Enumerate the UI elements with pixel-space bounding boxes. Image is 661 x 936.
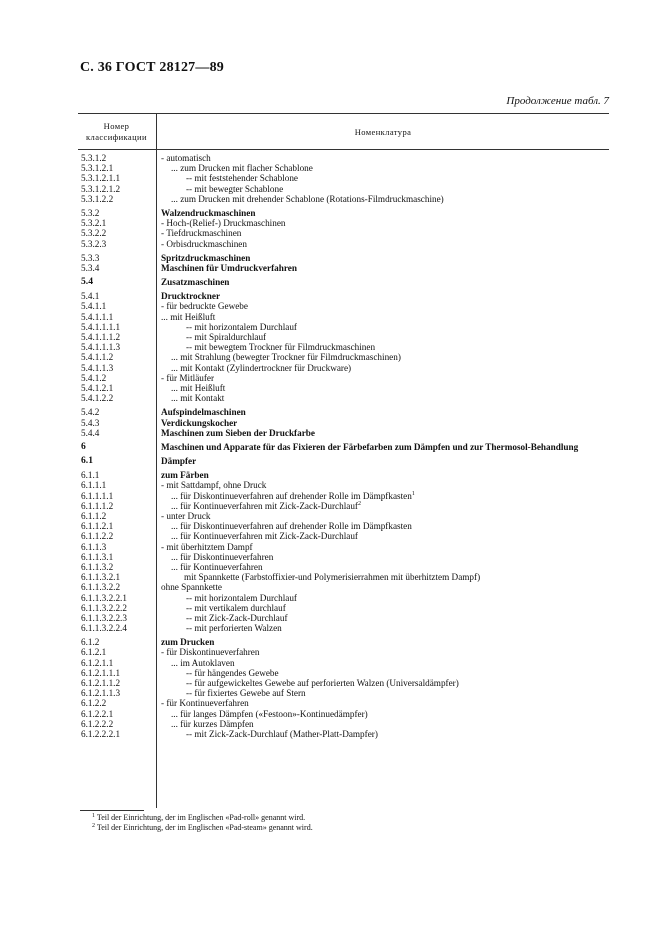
classification-code: 5.4.4 bbox=[81, 427, 100, 438]
nomenclature-text bbox=[161, 301, 609, 311]
table-header bbox=[78, 113, 609, 150]
classification-code: 5.4.2 bbox=[81, 407, 100, 418]
table-row bbox=[78, 322, 609, 332]
nomenclature-text bbox=[161, 562, 609, 572]
nomenclature-text bbox=[161, 239, 609, 249]
nomenclature-label: Maschinen zum Sieben der Druckfarbe bbox=[161, 427, 315, 438]
nomenclature-text bbox=[161, 637, 609, 647]
nomenclature-label: -- mit feststehender Schablone bbox=[186, 173, 298, 184]
table-group bbox=[78, 253, 609, 273]
table-row bbox=[78, 729, 609, 739]
classification-code: 6.1.1.1 bbox=[81, 480, 107, 491]
table-row bbox=[78, 239, 609, 249]
nomenclature-text bbox=[161, 253, 609, 263]
nomenclature-text bbox=[161, 668, 609, 678]
nomenclature-text bbox=[161, 184, 609, 194]
nomenclature-text bbox=[161, 173, 609, 183]
classification-code: 5.4.1.2.2 bbox=[81, 393, 114, 404]
classification-code: 5.4.1.1.1.1 bbox=[81, 321, 121, 332]
nomenclature-label: mit Spannkette (Farbstoffixier-und Polymerisierrahmen mit überhitztem Dampf) bbox=[184, 572, 481, 583]
classification-code: 6.1.1 bbox=[81, 470, 100, 481]
nomenclature-label: - mit überhitztem Dampf bbox=[161, 541, 253, 552]
table-row bbox=[78, 277, 609, 287]
nomenclature-text bbox=[161, 698, 609, 708]
nomenclature-text bbox=[161, 729, 609, 739]
table-row bbox=[78, 342, 609, 352]
classification-code: 6.1.2.2.2.1 bbox=[81, 728, 121, 739]
classification-code: 6.1.2.1.1.1 bbox=[81, 667, 121, 678]
nomenclature-label: ... für Kontinueverfahren mit Zick-Zack-Durchlauf bbox=[171, 500, 358, 511]
nomenclature-text bbox=[161, 647, 609, 657]
nomenclature-text bbox=[161, 552, 609, 562]
nomenclature-text bbox=[161, 572, 609, 582]
classification-code: 6.1 bbox=[81, 455, 93, 467]
nomenclature-text bbox=[161, 531, 609, 541]
nomenclature-text bbox=[161, 491, 609, 501]
nomenclature-text bbox=[161, 719, 609, 729]
nomenclature-text bbox=[161, 470, 609, 480]
table-row bbox=[78, 418, 609, 428]
nomenclature-label: - mit Sattdampf, ohne Druck bbox=[161, 480, 267, 491]
classification-code: 6.1.2.1.1 bbox=[81, 657, 114, 668]
nomenclature-text bbox=[161, 501, 609, 511]
nomenclature-text bbox=[161, 688, 609, 698]
nomenclature-text bbox=[161, 312, 609, 322]
table-row bbox=[78, 332, 609, 342]
table-row bbox=[78, 470, 609, 480]
classification-table bbox=[78, 113, 609, 743]
nomenclature-label: ... für langes Dämpfen («Festoon»-Kontinuedämpfer) bbox=[171, 708, 368, 719]
nomenclature-text bbox=[161, 582, 609, 592]
nomenclature-label: zum Färben bbox=[161, 470, 209, 481]
nomenclature-label: -- für hängendes Gewebe bbox=[186, 667, 279, 678]
classification-code: 5.3.1.2.1 bbox=[81, 163, 114, 174]
table-row bbox=[78, 393, 609, 403]
table-row bbox=[78, 668, 609, 678]
nomenclature-label: Spritzdruckmaschinen bbox=[161, 252, 251, 263]
nomenclature-text bbox=[161, 322, 609, 332]
classification-code: 5.4.1.2.1 bbox=[81, 382, 114, 393]
footnote-divider bbox=[80, 810, 144, 811]
classification-code: 5.4.1.1.2 bbox=[81, 352, 114, 363]
column-header-code bbox=[78, 114, 155, 149]
table-group bbox=[78, 456, 609, 466]
classification-code: 6.1.1.1.1 bbox=[81, 490, 114, 501]
nomenclature-text bbox=[161, 456, 609, 466]
nomenclature-label: Verdickungskocher bbox=[161, 417, 238, 428]
nomenclature-text bbox=[161, 428, 609, 438]
nomenclature-text bbox=[161, 623, 609, 633]
table-row bbox=[78, 719, 609, 729]
classification-code: 5.4.1.1.1.3 bbox=[81, 342, 121, 353]
nomenclature-label: -- mit Zick-Zack-Durchlauf (Mather-Platt-Dampfer) bbox=[186, 728, 378, 739]
table-group bbox=[78, 637, 609, 739]
nomenclature-label: Zusatzmaschinen bbox=[161, 277, 230, 288]
classification-code: 6.1.2.2 bbox=[81, 698, 107, 709]
table-row bbox=[78, 521, 609, 531]
nomenclature-text bbox=[161, 393, 609, 403]
nomenclature-text bbox=[161, 342, 609, 352]
table-continuation-label: Продолжение табл. 7 bbox=[506, 95, 609, 107]
nomenclature-label: Dämpfer bbox=[161, 456, 197, 467]
classification-code: 5.3.3 bbox=[81, 252, 100, 263]
nomenclature-label: Drucktrockner bbox=[161, 291, 221, 302]
footnote-reference: 2 bbox=[358, 500, 361, 507]
classification-code: 6.1.2.2.1 bbox=[81, 708, 114, 719]
classification-code: 6.1.1.2.2 bbox=[81, 531, 114, 542]
table-group bbox=[78, 407, 609, 438]
table-group bbox=[78, 277, 609, 287]
table-row bbox=[78, 153, 609, 163]
table-row bbox=[78, 582, 609, 592]
nomenclature-text bbox=[161, 542, 609, 552]
table-row bbox=[78, 511, 609, 521]
table-row bbox=[78, 603, 609, 613]
table-row bbox=[78, 542, 609, 552]
nomenclature-label: -- mit Zick-Zack-Durchlauf bbox=[186, 612, 288, 623]
table-row bbox=[78, 263, 609, 273]
nomenclature-label: Aufspindelmaschinen bbox=[161, 407, 246, 418]
classification-code: 6.1.1.3.2.2.4 bbox=[81, 623, 127, 634]
column-header-name: Номенклатура bbox=[354, 126, 412, 137]
nomenclature-label: Maschinen und Apparate für das Fixieren der Färbefarben zum Dämpfen und zur Thermosol-Behandlung bbox=[161, 441, 579, 452]
table-row bbox=[78, 491, 609, 501]
classification-code: 6.1.1.3.2 bbox=[81, 561, 114, 572]
table-row bbox=[78, 228, 609, 238]
nomenclature-label: -- mit bewegtem Trockner für Filmdruckmaschinen bbox=[186, 342, 376, 353]
nomenclature-text bbox=[161, 153, 609, 163]
footnotes bbox=[92, 813, 313, 833]
table-row bbox=[78, 593, 609, 603]
classification-code: 5.4.3 bbox=[81, 417, 100, 428]
table-row bbox=[78, 678, 609, 688]
classification-code: 5.4.1.1.3 bbox=[81, 362, 114, 373]
table-row bbox=[78, 312, 609, 322]
table-row bbox=[78, 291, 609, 301]
nomenclature-text bbox=[161, 418, 609, 428]
footnote-text: Teil der Einrichtung, der im Englischen «Pad-steam» genannt wird. bbox=[96, 823, 313, 832]
classification-code: 6.1.2.1 bbox=[81, 647, 107, 658]
classification-code: 6.1.1.3 bbox=[81, 541, 107, 552]
classification-code: 5.4 bbox=[81, 276, 93, 288]
classification-code: 5.3.2 bbox=[81, 207, 100, 218]
table-group bbox=[78, 442, 609, 452]
footnote-reference: 1 bbox=[411, 490, 415, 497]
nomenclature-label: ... mit Heißluft bbox=[161, 311, 216, 322]
table-group bbox=[78, 208, 609, 249]
classification-code: 6.1.2.1.1.2 bbox=[81, 678, 121, 689]
classification-code: 6 bbox=[81, 440, 86, 452]
classification-code: 6.1.2.1.1.3 bbox=[81, 688, 121, 699]
nomenclature-label: -- mit perforierten Walzen bbox=[186, 623, 282, 634]
nomenclature-text bbox=[161, 277, 609, 287]
classification-code: 5.4.1.1.1 bbox=[81, 311, 114, 322]
table-row bbox=[78, 301, 609, 311]
footnote-mark: 2 bbox=[92, 823, 95, 829]
table-row bbox=[78, 658, 609, 668]
table-row bbox=[78, 194, 609, 204]
table-row bbox=[78, 208, 609, 218]
nomenclature-label: - für Kontinueverfahren bbox=[161, 698, 249, 709]
nomenclature-label: - Orbisdruckmaschinen bbox=[161, 238, 247, 249]
classification-code: 6.1.1.3.2.1 bbox=[81, 572, 121, 583]
table-row bbox=[78, 373, 609, 383]
table-row bbox=[78, 428, 609, 438]
table-row bbox=[78, 407, 609, 417]
nomenclature-text bbox=[161, 709, 609, 719]
nomenclature-text bbox=[161, 383, 609, 393]
nomenclature-label: - für Diskontinueverfahren bbox=[161, 647, 260, 658]
nomenclature-text bbox=[161, 442, 609, 452]
table-row bbox=[78, 572, 609, 582]
table-row bbox=[78, 552, 609, 562]
classification-code: 6.1.1.3.2.2.3 bbox=[81, 612, 127, 623]
nomenclature-label: ... für Kontinueverfahren bbox=[171, 561, 263, 572]
classification-code: 5.4.1.1.1.2 bbox=[81, 332, 121, 342]
column-header-code-text: Номер классификации bbox=[86, 120, 147, 142]
table-group bbox=[78, 153, 609, 204]
nomenclature-label: ... für Kontinueverfahren mit Zick-Zack-Durchlauf bbox=[171, 531, 358, 542]
nomenclature-text bbox=[161, 373, 609, 383]
nomenclature-text bbox=[161, 613, 609, 623]
nomenclature-text bbox=[161, 208, 609, 218]
table-row bbox=[78, 218, 609, 228]
table-row bbox=[78, 637, 609, 647]
nomenclature-text bbox=[161, 352, 609, 362]
nomenclature-text bbox=[161, 593, 609, 603]
nomenclature-label: - automatisch bbox=[161, 153, 211, 163]
nomenclature-label: ... mit Heißluft bbox=[171, 382, 226, 393]
nomenclature-text bbox=[161, 228, 609, 238]
nomenclature-text bbox=[161, 678, 609, 688]
table-row bbox=[78, 613, 609, 623]
nomenclature-text bbox=[161, 218, 609, 228]
nomenclature-text bbox=[161, 194, 609, 204]
nomenclature-text bbox=[161, 521, 609, 531]
classification-code: 6.1.1.3.2.2 bbox=[81, 582, 121, 593]
nomenclature-label: -- mit Spiraldurchlauf bbox=[186, 332, 267, 342]
nomenclature-label: ... mit Kontakt (Zylindertrockner für Druckware) bbox=[171, 362, 352, 373]
nomenclature-label: -- mit horizontalem Durchlauf bbox=[186, 592, 297, 603]
classification-code: 6.1.1.2 bbox=[81, 511, 107, 522]
classification-code: 5.3.2.3 bbox=[81, 238, 107, 249]
table-row bbox=[78, 501, 609, 511]
table-row bbox=[78, 647, 609, 657]
table-group bbox=[78, 470, 609, 633]
classification-code: 6.1.1.3.1 bbox=[81, 551, 114, 562]
nomenclature-text bbox=[161, 407, 609, 417]
table-row bbox=[78, 688, 609, 698]
nomenclature-text bbox=[161, 480, 609, 490]
nomenclature-label: - für bedruckte Gewebe bbox=[161, 301, 248, 312]
classification-code: 5.3.2.1 bbox=[81, 218, 107, 229]
classification-code: 6.1.1.3.2.2.1 bbox=[81, 592, 127, 603]
table-row bbox=[78, 709, 609, 719]
nomenclature-text bbox=[161, 332, 609, 342]
nomenclature-text bbox=[161, 291, 609, 301]
footnote-mark: 1 bbox=[92, 813, 95, 819]
table-row bbox=[78, 184, 609, 194]
nomenclature-label: Walzendruckmaschinen bbox=[161, 207, 256, 218]
nomenclature-text bbox=[161, 263, 609, 273]
footnote bbox=[92, 813, 313, 823]
classification-code: 5.4.1 bbox=[81, 291, 100, 302]
nomenclature-label: - Tiefdruckmaschinen bbox=[161, 228, 242, 239]
table-row bbox=[78, 253, 609, 263]
classification-code: 6.1.1.3.2.2.2 bbox=[81, 602, 127, 613]
nomenclature-label: ... im Autoklaven bbox=[171, 657, 235, 668]
nomenclature-label: -- für fixiertes Gewebe auf Stern bbox=[186, 688, 306, 699]
table-row bbox=[78, 173, 609, 183]
nomenclature-text bbox=[161, 363, 609, 373]
table-row bbox=[78, 383, 609, 393]
classification-code: 5.3.1.2.1.1 bbox=[81, 173, 121, 184]
table-row bbox=[78, 480, 609, 490]
nomenclature-text bbox=[161, 603, 609, 613]
classification-code: 5.4.1.1 bbox=[81, 301, 107, 312]
classification-code: 5.3.2.2 bbox=[81, 228, 107, 239]
footnote bbox=[92, 823, 313, 833]
nomenclature-label: ... mit Kontakt bbox=[171, 393, 225, 404]
nomenclature-label: ... zum Drucken mit drehender Schablone (Rotations-Filmdruckmaschine) bbox=[171, 193, 444, 204]
nomenclature-label: - unter Druck bbox=[161, 511, 211, 522]
table-row bbox=[78, 562, 609, 572]
nomenclature-label: -- für aufgewickeltes Gewebe auf perforierten Walzen (Universaldämpfer) bbox=[186, 678, 459, 689]
table-row bbox=[78, 623, 609, 633]
nomenclature-label: - Hoch-(Relief-) Druckmaschinen bbox=[161, 218, 286, 229]
nomenclature-label: ... für Diskontinueverfahren auf drehender Rolle im Dämpfkasten bbox=[171, 490, 412, 501]
table-row bbox=[78, 363, 609, 373]
table-row bbox=[78, 442, 609, 452]
classification-code: 5.3.4 bbox=[81, 262, 100, 273]
nomenclature-text bbox=[161, 163, 609, 173]
nomenclature-label: ... für Diskontinueverfahren auf drehender Rolle im Dämpfkasten bbox=[171, 521, 412, 532]
nomenclature-label: Maschinen für Umdruckverfahren bbox=[161, 262, 297, 273]
classification-code: 6.1.2.2.2 bbox=[81, 718, 114, 729]
classification-code: 5.3.1.2.1.2 bbox=[81, 183, 121, 194]
footnote-text: Teil der Einrichtung, der im Englischen «Pad-roll» genannt wird. bbox=[96, 813, 306, 822]
nomenclature-label: ... zum Drucken mit flacher Schablone bbox=[171, 163, 313, 174]
nomenclature-label: ... mit Strahlung (bewegter Trockner für Filmdruckmaschinen) bbox=[171, 352, 401, 363]
nomenclature-label: zum Drucken bbox=[161, 637, 215, 648]
classification-code: 6.1.1.1.2 bbox=[81, 500, 114, 511]
table-row bbox=[78, 698, 609, 708]
table-group bbox=[78, 291, 609, 403]
nomenclature-label: - für Mitläufer bbox=[161, 372, 215, 383]
classification-code: 6.1.2 bbox=[81, 637, 100, 648]
nomenclature-label: -- mit horizontalem Durchlauf bbox=[186, 321, 297, 332]
classification-code: 5.3.1.2 bbox=[81, 153, 107, 163]
nomenclature-label: ... für kurzes Dämpfen bbox=[171, 718, 254, 729]
nomenclature-label: -- mit bewegter Schablone bbox=[186, 183, 284, 194]
classification-code: 5.4.1.2 bbox=[81, 372, 107, 383]
table-body bbox=[78, 150, 609, 739]
nomenclature-text bbox=[161, 511, 609, 521]
table-row bbox=[78, 163, 609, 173]
table-row bbox=[78, 531, 609, 541]
classification-code: 6.1.1.2.1 bbox=[81, 521, 114, 532]
classification-code: 5.3.1.2.2 bbox=[81, 193, 114, 204]
nomenclature-label: ohne Spannkette bbox=[161, 582, 222, 593]
page-header: С. 36 ГОСТ 28127—89 bbox=[80, 60, 224, 75]
nomenclature-label: ... für Diskontinueverfahren bbox=[171, 551, 274, 562]
table-row bbox=[78, 456, 609, 466]
nomenclature-label: -- mit vertikalem durchlauf bbox=[186, 602, 286, 613]
table-row bbox=[78, 352, 609, 362]
nomenclature-text bbox=[161, 658, 609, 668]
